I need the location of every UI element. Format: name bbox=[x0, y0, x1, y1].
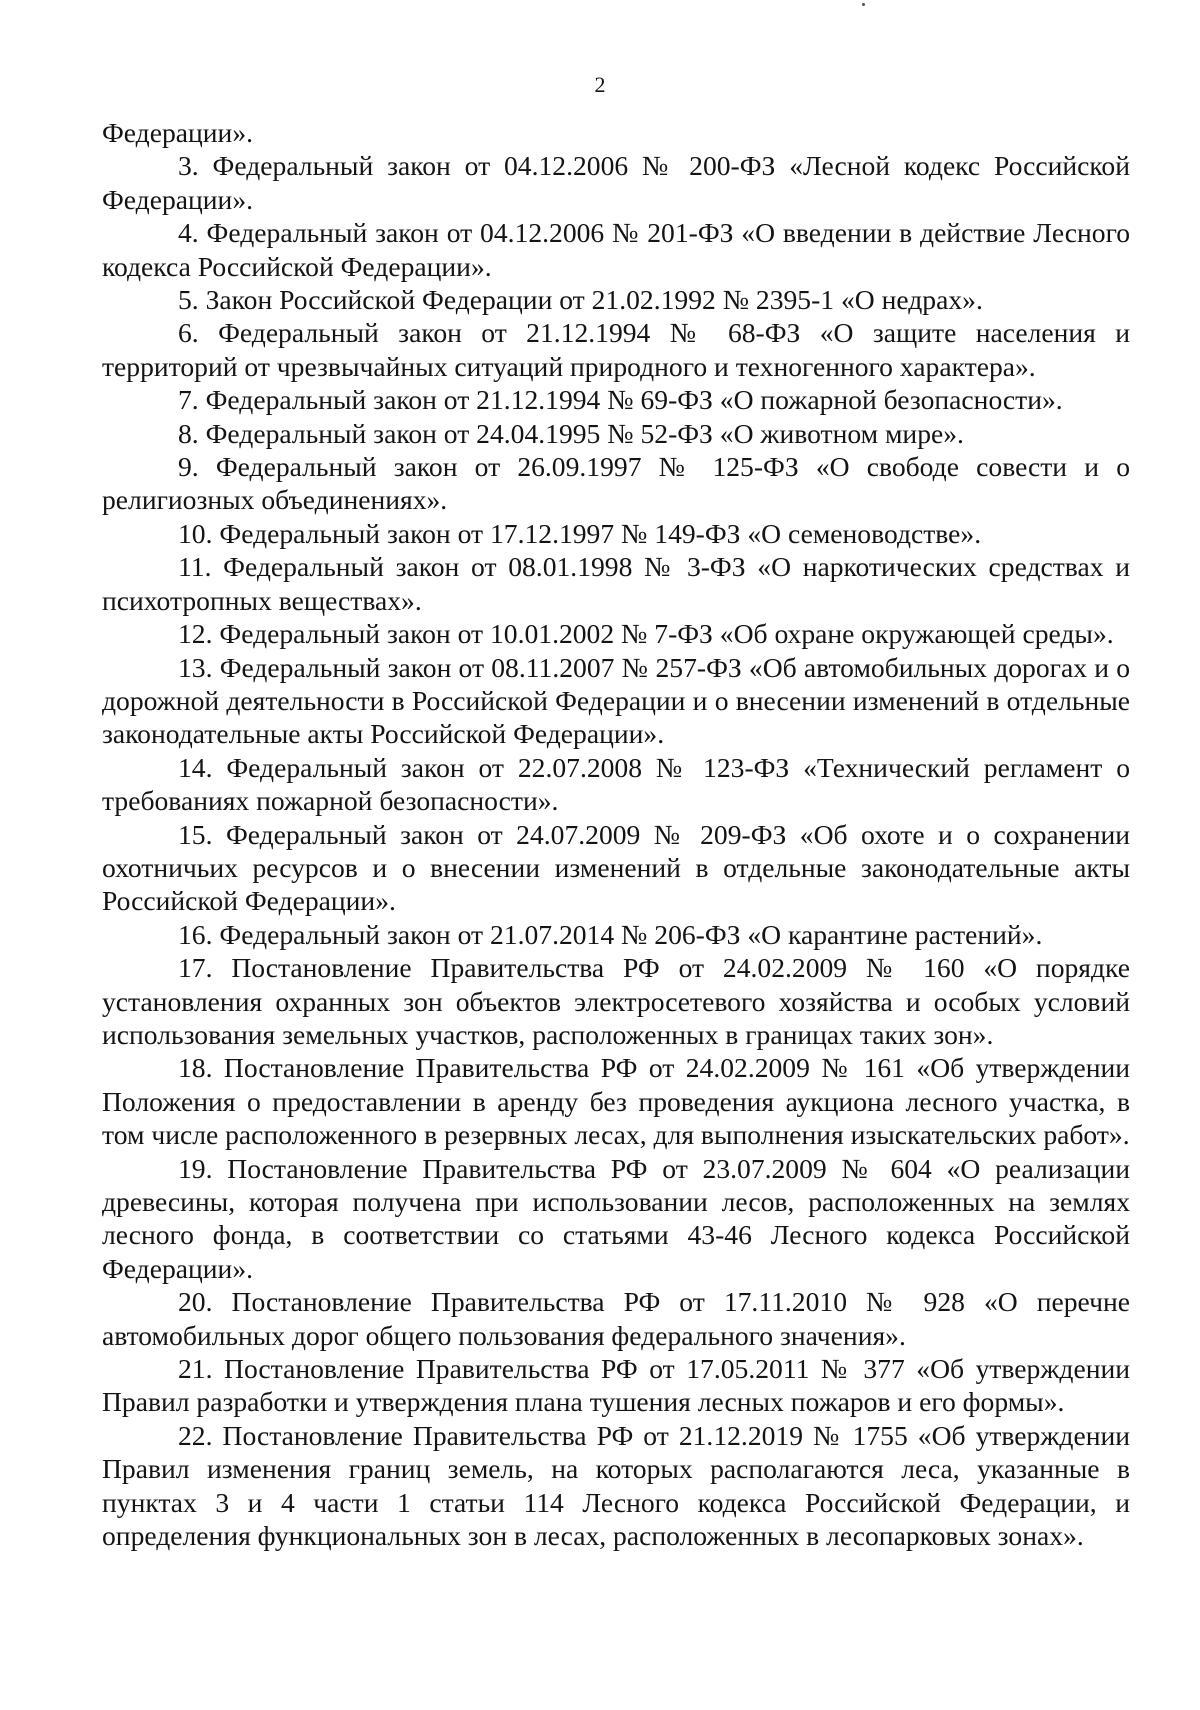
list-item: 13. Федеральный закон от 08.11.2007 № 257-ФЗ «Об автомобильных дорогах и о дорожной деятельности в Российской Федерации и о внесении изменений в отдельные законодательные акты Российской Федерации». bbox=[102, 651, 1130, 750]
page-number: 2 bbox=[594, 72, 606, 97]
continuation-line: Федерации». bbox=[102, 117, 254, 148]
list-item: 4. Федеральный закон от 04.12.2006 № 201-ФЗ «О введении в действие Лесного кодекса Российской Федерации». bbox=[102, 217, 1130, 282]
list-item: 3. Федеральный закон от 04.12.2006 № 200-ФЗ «Лесной кодекс Российской Федерации». bbox=[102, 150, 1130, 215]
list-item: 15. Федеральный закон от 24.07.2009 № 209-ФЗ «Об охоте и о сохранении охотничьих ресурсов и о внесении изменений в отдельные законодательные акты Российской Федерации». bbox=[102, 818, 1130, 917]
list-item: 20. Постановление Правительства РФ от 17.11.2010 № 928 «О перечне автомобильных дорог общего пользования федерального значения». bbox=[102, 1286, 1130, 1351]
list-item: 10. Федеральный закон от 17.12.1997 № 149-ФЗ «О семеноводстве». bbox=[178, 517, 982, 549]
list-item: 14. Федеральный закон от 22.07.2008 № 123-ФЗ «Технический регламент о требованиях пожарной безопасности». bbox=[102, 751, 1130, 817]
list-item: 6. Федеральный закон от 21.12.1994 № 68-ФЗ «О защите населения и территорий от чрезвычайных ситуаций природного и техногенного характера». bbox=[102, 317, 1130, 382]
scan-speck bbox=[862, 3, 865, 6]
list-item: 11. Федеральный закон от 08.01.1998 № 3-ФЗ «О наркотических средствах и психотропных веществах». bbox=[102, 551, 1130, 616]
list-item: 16. Федеральный закон от 21.07.2014 № 206-ФЗ «О карантине растений». bbox=[178, 918, 1043, 950]
list-item: 17. Постановление Правительства РФ от 24.02.2009 № 160 «О порядке установления охранных зон объектов электросетевого хозяйства и особых условий использования земельных участков, расположенных в границах таких зон». bbox=[102, 952, 1130, 1050]
list-item: 18. Постановление Правительства РФ от 24.02.2009 № 161 «Об утверждении Положения о предоставлении в аренду без проведения аукциона лесного участка, в том числе расположенного в резервных лесах, для выполнения изыскательских работ». bbox=[102, 1052, 1130, 1151]
list-item: 22. Постановление Правительства РФ от 21.12.2019 № 1755 «Об утверждении Правил изменения границ земель, на которых располагаются леса, указанные в пунктах 3 и 4 части 1 статьи 114 Лесного кодекса Российской Федерации, и определения функциональных зон в лесах, расположенных в лесопарковых зонах». bbox=[102, 1419, 1130, 1552]
list-item: 12. Федеральный закон от 10.01.2002 № 7-ФЗ «Об охране окружающей среды». bbox=[178, 618, 1114, 650]
list-item: 8. Федеральный закон от 24.04.1995 № 52-ФЗ «О животном мире». bbox=[178, 417, 964, 449]
list-item: 9. Федеральный закон от 26.09.1997 № 125-ФЗ «О свободе совести и о религиозных объединениях». bbox=[102, 451, 1130, 516]
list-item: 7. Федеральный закон от 21.12.1994 № 69-ФЗ «О пожарной безопасности». bbox=[178, 384, 1063, 416]
document-body bbox=[102, 116, 1130, 1552]
list-item: 21. Постановление Правительства РФ от 17.05.2011 № 377 «Об утверждении Правил разработки и утверждения плана тушения лесных пожаров и его формы». bbox=[102, 1353, 1130, 1418]
list-item: 19. Постановление Правительства РФ от 23.07.2009 № 604 «О реализации древесины, которая получена при использовании лесов, расположенных на землях лесного фонда, в соответствии со статьями 43-46 Лесного кодекса Российской Федерации». bbox=[102, 1152, 1130, 1284]
list-item: 5. Закон Российской Федерации от 21.02.1992 № 2395-1 «О недрах». bbox=[178, 284, 983, 316]
